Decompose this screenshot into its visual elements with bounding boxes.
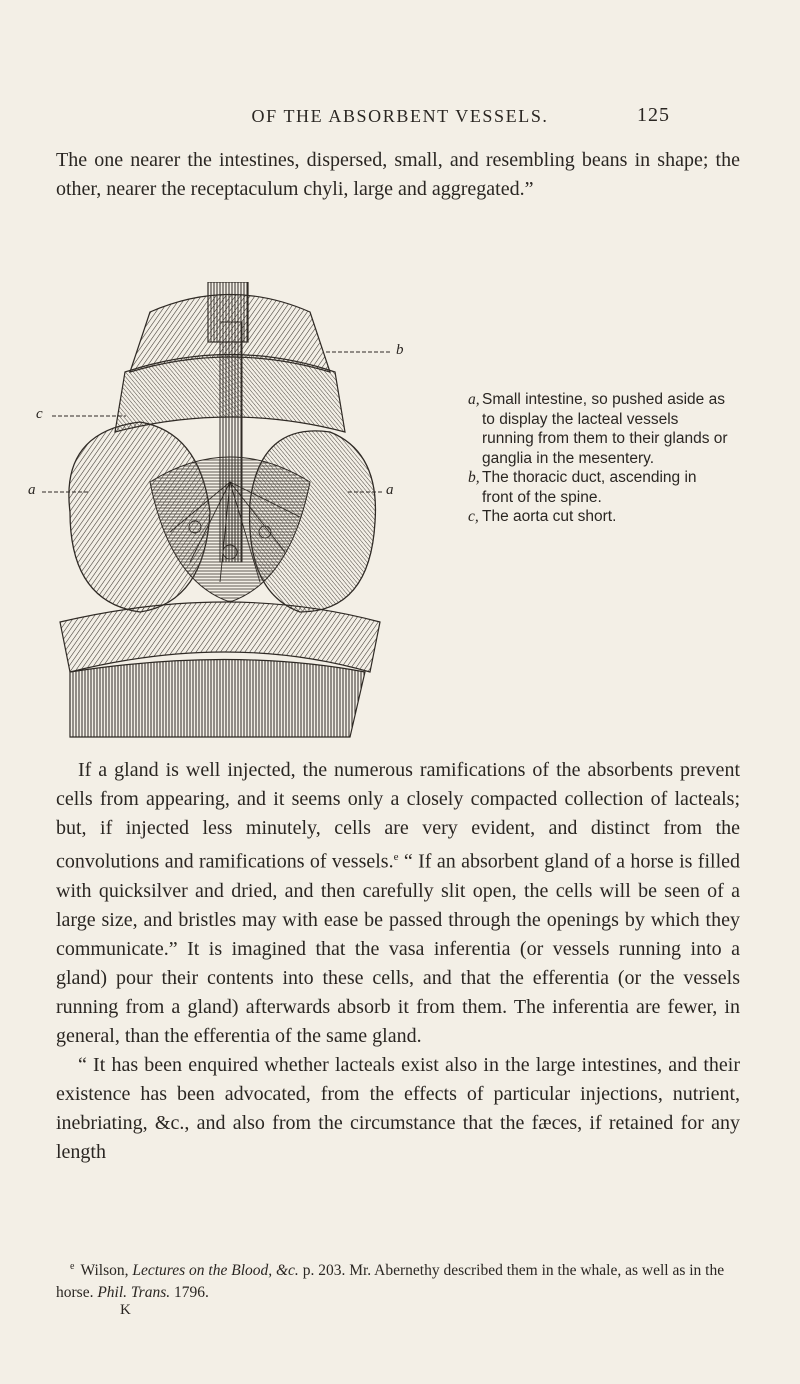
- caption-text: The aorta cut short.: [482, 508, 617, 525]
- body-paragraph-1: [56, 756, 740, 1051]
- caption-item-a: [468, 390, 728, 468]
- footnote-text: p. 203. Mr. Abernethy described them in the whale, as well as in the horse.: [56, 1262, 725, 1302]
- footnote-year: 1796.: [170, 1284, 209, 1302]
- caption-key: a,: [468, 391, 480, 408]
- footnote-reference: e: [393, 851, 399, 863]
- footnote-title: Lectures on the Blood, &c.: [132, 1262, 299, 1280]
- figure-label-c: c: [36, 406, 43, 422]
- body-paragraph-2: “ It has been enquired whether lacteals exist also in the large intestines, and their existence has been advocated, from the effects of particular injections, nutrient, inebriating, &c., and also from the circumstance that the fæces, if retained for any length: [56, 1053, 740, 1163]
- engraving-illustration: [30, 282, 410, 752]
- top-paragraph: The one nearer the intestines, dispersed, small, and resembling beans in shape; the other, nearer the receptaculum chyli, large and aggregated.”: [56, 149, 740, 200]
- caption-item-c: [468, 507, 728, 527]
- footnote-author: Wilson,: [80, 1262, 133, 1280]
- main-text: [56, 756, 740, 1167]
- caption-key: c,: [468, 508, 479, 525]
- running-title: OF THE ABSORBENT VESSELS.: [251, 106, 549, 126]
- caption-key: b,: [468, 469, 480, 486]
- paragraph-text: “ If an absorbent gland of a horse is filled with quicksilver and dried, and then carefully slit open, the cells will be seen of a large size, and bristles may with ease be passed through the openings by which they communicate.” It is imagined that the vasa inferentia (or vessels running into a gland) pour their contents into these cells, and that the efferentia (or the vessels running from a gland) afterwards absorb it from them. The inferentia are fewer, in general, than the efferentia of the same gland.: [56, 850, 741, 1047]
- page-number: 125: [637, 104, 670, 126]
- paragraph-text: If a gland is well injected, the numerous ramifications of the absorbents prevent cells from appearing, and it seems only a closely compacted collection of lacteals; but, if injected less minutely, cells are very evident, and distinct from the convolutions and ramifications of vessels.: [56, 759, 740, 873]
- footnote-journal: Phil. Trans.: [97, 1284, 171, 1302]
- signature-mark: K: [120, 1302, 131, 1318]
- footnote: [56, 1256, 740, 1304]
- figure-label-a-right: a: [386, 482, 394, 498]
- figure-label-b: b: [396, 342, 404, 358]
- footnote-mark: e: [70, 1261, 75, 1272]
- figure-label-a-left: a: [28, 482, 36, 498]
- figure-caption: [468, 390, 728, 527]
- anatomical-figure: [30, 282, 410, 752]
- caption-item-b: [468, 468, 728, 507]
- caption-text: Small intestine, so pushed aside as to display the lacteal vessels running from them to their glands or ganglia in the mesentery.: [482, 391, 728, 467]
- caption-text: The thoracic duct, ascending in front of the spine.: [482, 469, 697, 506]
